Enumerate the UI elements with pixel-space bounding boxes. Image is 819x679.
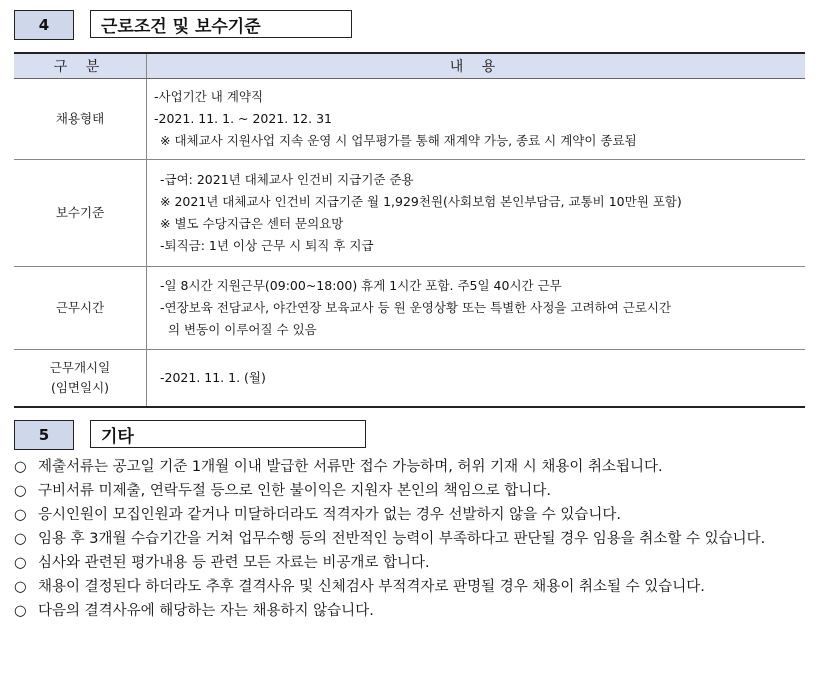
section-number: 4	[14, 10, 74, 40]
content-line: -연장보육 전담교사, 야간연장 보육교사 등 원 운영상황 또는 특별한 사정을 고려하여 근로시간	[160, 300, 672, 315]
row-content-employment-type	[147, 79, 806, 160]
label-text: 근무시간	[55, 300, 105, 315]
label-text: (임면일시)	[50, 380, 110, 395]
section-4-header	[14, 10, 352, 40]
list-item	[14, 479, 806, 503]
note-text: 제출서류는 공고일 기준 1개월 이내 발급한 서류만 접수 가능하며, 허위 기재 시 채용이 취소됩니다.	[38, 459, 663, 475]
row-content-pay-standard	[147, 160, 806, 267]
circle-bullet-icon: ○	[14, 459, 27, 475]
circle-bullet-icon: ○	[14, 483, 27, 499]
content-line: ※ 2021년 대체교사 인건비 지급기준 월 1,929천원(사회보험 본인부담금, 교통비 10만원 포함)	[160, 194, 682, 209]
table-row	[14, 160, 805, 267]
note-text: 심사와 관련된 평가내용 등 관련 모든 자료는 비공개로 합니다.	[38, 555, 430, 571]
section-title: 근로조건 및 보수기준	[90, 10, 352, 38]
content-line: -일 8시간 지원근무(09:00~18:00) 휴게 1시간 포함. 주5일 40시간 근무	[160, 278, 562, 293]
section-5-header	[14, 420, 366, 450]
list-item	[14, 551, 806, 575]
notes-list	[14, 455, 806, 623]
row-content-start-date	[147, 350, 806, 408]
list-item	[14, 527, 806, 551]
content-line: -2021. 11. 1. ~ 2021. 12. 31	[154, 111, 332, 126]
section-number: 5	[14, 420, 74, 450]
circle-bullet-icon: ○	[14, 555, 27, 571]
label-text: 근무개시일	[49, 360, 111, 375]
content-line: -2021. 11. 1. (월)	[160, 370, 266, 385]
table-row	[14, 350, 805, 408]
note-text: 다음의 결격사유에 해당하는 자는 채용하지 않습니다.	[38, 603, 374, 619]
note-text: 채용이 결정된다 하더라도 추후 결격사유 및 신체검사 부적격자로 판명될 경우 채용이 취소될 수 있습니다.	[38, 579, 705, 595]
label-text: 채용형태	[55, 111, 105, 126]
list-item	[14, 503, 806, 527]
table-row	[14, 79, 805, 160]
section-title: 기타	[90, 420, 366, 448]
table-row	[14, 267, 805, 350]
row-content-work-hours	[147, 267, 806, 350]
note-text: 응시인원이 모집인원과 같거나 미달하더라도 적격자가 없는 경우 선발하지 않을 수 있습니다.	[38, 507, 621, 523]
content-line: ※ 대체교사 지원사업 지속 운영 시 업무평가를 통해 재계약 가능, 종료 시 계약이 종료됨	[160, 133, 637, 148]
note-text: 임용 후 3개월 수습기간을 거쳐 업무수행 등의 전반적인 능력이 부족하다고 판단될 경우 임용을 취소할 수 있습니다.	[38, 531, 766, 547]
circle-bullet-icon: ○	[14, 603, 27, 619]
content-line: 의 변동이 이루어질 수 있음	[168, 322, 317, 337]
circle-bullet-icon: ○	[14, 531, 27, 547]
list-item	[14, 575, 806, 599]
table-header-row	[14, 53, 805, 79]
content-line: ※ 별도 수당지급은 센터 문의요망	[160, 216, 344, 231]
work-conditions-table	[14, 52, 805, 408]
content-line: -퇴직금: 1년 이상 근무 시 퇴직 후 지급	[160, 238, 374, 253]
row-label-pay-standard	[14, 160, 147, 267]
row-label-start-date	[14, 350, 147, 408]
circle-bullet-icon: ○	[14, 507, 27, 523]
row-label-work-hours	[14, 267, 147, 350]
note-text: 구비서류 미제출, 연락두절 등으로 인한 불이익은 지원자 본인의 책임으로 합니다.	[38, 483, 551, 499]
row-label-employment-type	[14, 79, 147, 160]
column-header-content: 내 용	[147, 53, 806, 79]
content-line: -사업기간 내 계약직	[154, 89, 264, 104]
label-text: 보수기준	[55, 205, 105, 220]
column-header-category: 구 분	[14, 53, 147, 79]
circle-bullet-icon: ○	[14, 579, 27, 595]
content-line: -급여: 2021년 대체교사 인건비 지급기준 준용	[160, 172, 414, 187]
list-item	[14, 455, 806, 479]
list-item	[14, 599, 806, 623]
